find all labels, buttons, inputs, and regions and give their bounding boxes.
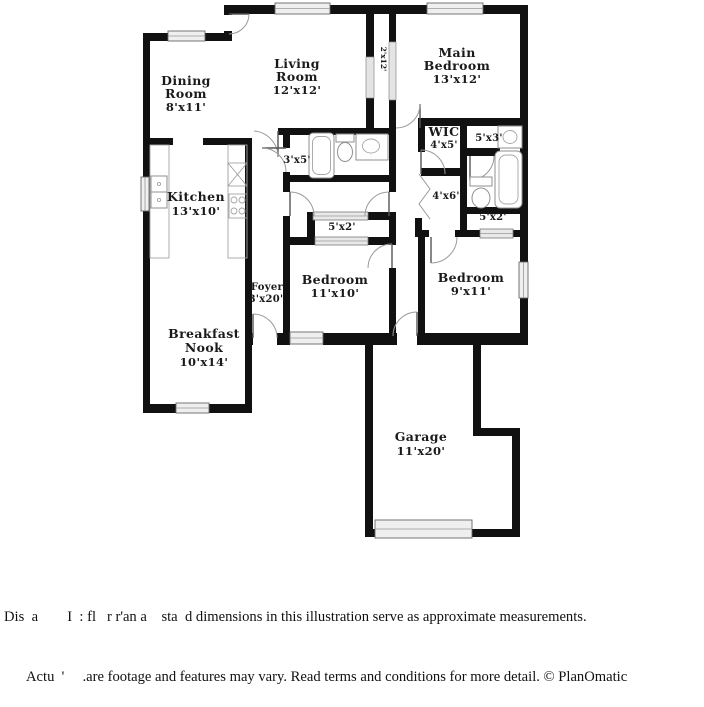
room-label-wic: WIC [428,124,460,139]
svg-text:11'x10': 11'x10' [310,286,360,300]
room-label-bath-3x5: 3'x5' [283,155,311,166]
svg-text:3'x20': 3'x20' [248,294,284,305]
room-label-living: Living [274,56,320,71]
svg-text:13'x10': 13'x10' [171,204,221,218]
room-labels [161,45,507,458]
svg-text:10'x14': 10'x14' [179,355,229,369]
room-label-garage: Garage [394,429,448,444]
disclaimer-line-1: Dis a I : fl r r'an a sta d dimensions in this illustration serve as approximate measurements. [4,609,587,625]
room-label-breakfast-nook: Breakfast [168,326,240,341]
toilet-icon [336,134,354,142]
svg-text:12'x12': 12'x12' [272,83,322,97]
room-label-foyer: Foyer [250,282,284,293]
svg-text:Room: Room [165,86,207,101]
svg-text:Room: Room [276,69,318,84]
toilet-icon [470,177,492,186]
room-label-chase: 2'x12' [379,46,388,72]
svg-text:4'x5': 4'x5' [430,140,458,151]
room-label-bedroom-11x10: Bedroom [301,272,369,287]
sink-icon [356,134,388,160]
garage-door [375,520,472,538]
bifold-door [419,174,430,219]
room-label-hall-4x6: 4'x6' [432,191,460,202]
svg-text:8'x11': 8'x11' [165,100,207,114]
room-label-dining: Dining [161,73,211,88]
room-label-main-bedroom: Main [438,45,476,60]
room-label-kitchen: Kitchen [167,189,225,204]
room-label-bath-5x3: 5'x3' [475,133,503,144]
svg-text:9'x11': 9'x11' [450,284,492,298]
svg-text:Nook: Nook [184,340,224,355]
disclaimer-line-2: Actu ' .are footage and features may vary. Read terms and conditions for more detail. © PlanOmatic [26,669,628,685]
disclaimer-text [0,567,704,707]
svg-text:Bedroom: Bedroom [423,58,491,73]
room-label-closet-right: 5'x2' [479,212,507,223]
svg-text:13'x12': 13'x12' [432,72,482,86]
room-label-closet-middle: 5'x2' [328,222,356,233]
room-label-bedroom-9x11: Bedroom [437,270,505,285]
hall-bathroom-fixtures [309,133,388,178]
svg-text:11'x20': 11'x20' [396,444,446,458]
